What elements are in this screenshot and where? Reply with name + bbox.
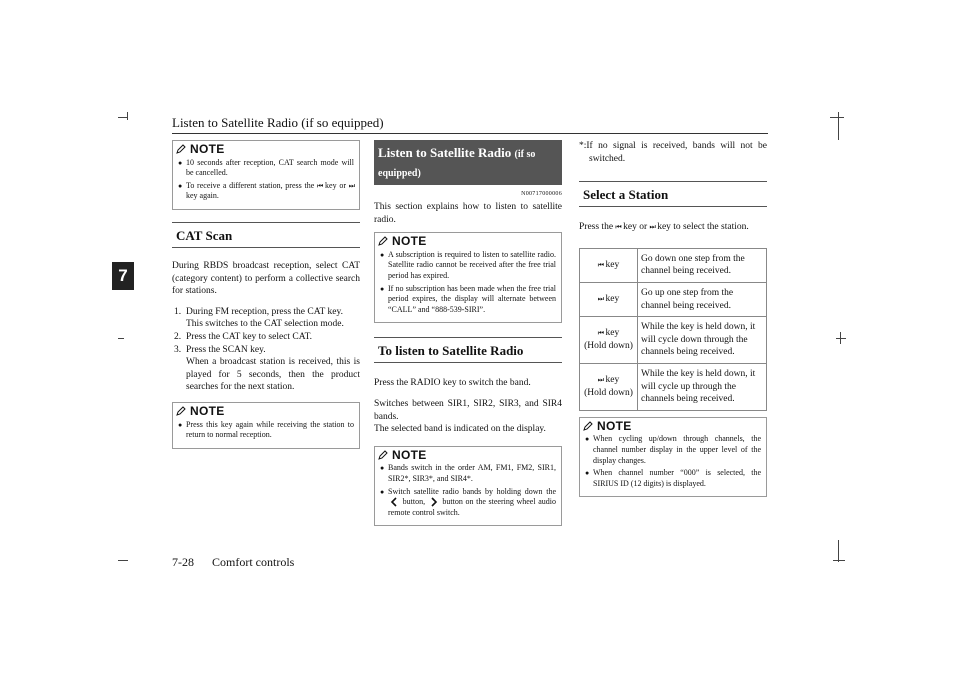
cat-scan-steps — [172, 306, 360, 394]
note-header — [176, 403, 354, 418]
prev-track-icon: ⏮ — [597, 329, 604, 338]
note-box — [374, 446, 562, 527]
page-footer — [172, 555, 294, 570]
crop-mark — [830, 117, 844, 118]
chapter-tab: 7 — [112, 262, 134, 290]
select-station-intro: Press the ⏮ key or ⏭ key to select the station. — [579, 222, 749, 233]
crop-mark — [838, 112, 839, 140]
next-track-icon: ⏭ — [348, 181, 355, 190]
table-row — [580, 363, 767, 410]
section-heading-select-station: Select a Station — [579, 181, 767, 207]
crop-mark — [127, 112, 128, 120]
section-heading-satellite-radio: Listen to Satellite Radio (if so equipped) — [374, 140, 562, 185]
chevron-left-icon — [388, 497, 400, 507]
crop-mark — [833, 560, 845, 561]
note-bullet: ● Press this key again while receiving the station to return to normal reception. — [178, 420, 354, 441]
note-title: NOTE — [392, 234, 427, 249]
column-left — [172, 140, 360, 449]
note-box — [374, 232, 562, 323]
note-title: NOTE — [190, 142, 225, 156]
header-rule — [172, 133, 768, 134]
note-bullet: ● If no subscription has been made when the free trial period expires, the display will alternate between “CALL” and “888-539-SIRI”. — [380, 284, 556, 316]
document-code: N00717000006 — [521, 191, 562, 197]
note-box — [172, 140, 360, 210]
note-bullet: ● To receive a different station, press the ⏮ key or ⏭ key again. — [178, 181, 354, 202]
section-heading-cat-scan: CAT Scan — [172, 222, 360, 248]
step-item: 3. Press the SCAN key. — [174, 344, 266, 355]
desc-cell: While the key is held down, it will cycle down through the channels being received. — [638, 317, 767, 364]
table-row — [580, 248, 767, 282]
prev-track-icon: ⏮ — [615, 223, 621, 232]
table-row — [580, 317, 767, 364]
section-heading-listen: To listen to Satellite Radio — [374, 337, 562, 363]
page-header-title: Listen to Satellite Radio (if so equipped) — [172, 115, 384, 130]
pencil-icon — [583, 421, 593, 431]
next-track-icon: ⏭ — [597, 376, 604, 385]
note-header — [378, 236, 556, 247]
pencil-icon — [378, 450, 388, 460]
key-cell: ⏮ key — [580, 248, 638, 282]
pencil-icon — [176, 406, 186, 416]
crop-mark — [838, 540, 839, 562]
step-item: 2. Press the CAT key to select CAT. — [174, 331, 313, 342]
prev-track-icon: ⏮ — [317, 181, 323, 190]
pencil-icon — [176, 144, 186, 154]
listen-step: Press the RADIO key to switch the band. — [374, 378, 531, 389]
note-title: NOTE — [392, 447, 427, 462]
note-bullet: ● A subscription is required to listen to satellite radio. Satellite radio cannot be received after the free trial period has expired. — [380, 250, 556, 282]
page-number: 7-28 — [172, 555, 194, 569]
note-header — [583, 418, 761, 433]
listen-bands: Switches between SIR1, SIR2, SIR3, and SIR4 bands. — [374, 398, 562, 422]
note-box — [579, 417, 767, 498]
note-title: NOTE — [597, 418, 632, 433]
desc-cell: Go up one step from the channel being received. — [638, 282, 767, 316]
crop-mark — [836, 338, 846, 339]
next-track-icon: ⏭ — [649, 223, 655, 232]
step-detail: This switches to the CAT selection mode. — [186, 319, 344, 330]
note-bullet: ● When channel number “000” is selected, the SIRIUS ID (12 digits) is displayed. — [585, 468, 761, 489]
satellite-intro: This section explains how to listen to satellite radio. — [374, 202, 562, 225]
crop-mark — [840, 332, 841, 344]
pencil-icon — [378, 236, 388, 246]
chevron-right-icon — [428, 497, 440, 507]
note-header — [378, 447, 556, 462]
next-track-icon: ⏭ — [597, 295, 604, 304]
column-right — [579, 140, 767, 497]
listen-display: The selected band is indicated on the display. — [374, 424, 546, 435]
crop-mark — [118, 338, 124, 339]
table-row — [580, 282, 767, 316]
key-function-table — [579, 248, 767, 411]
cat-scan-intro: During RBDS broadcast reception, select CAT (category content) to perform a collective search for stations. — [172, 260, 360, 297]
desc-cell: Go down one step from the channel being received. — [638, 248, 767, 282]
prev-track-icon: ⏮ — [597, 261, 604, 270]
key-cell: ⏭ key — [580, 282, 638, 316]
step-item: 1. During FM reception, press the CAT key. — [174, 306, 343, 317]
note-bullet: ● When cycling up/down through channels, the channel number display in the upper level of the display changes. — [585, 434, 761, 466]
key-cell: ⏮ key (Hold down) — [580, 317, 638, 364]
note-header — [176, 144, 354, 155]
note-bullet: ● Switch satellite radio bands by holding down the button, button on the steering wheel audio remote control switch. — [380, 487, 556, 519]
crop-mark — [118, 560, 128, 561]
note-box — [172, 402, 360, 449]
step-detail: When a broadcast station is received, this is played for 5 seconds, then the product searches for the next station. — [186, 357, 360, 393]
note-bullet: ● Bands switch in the order AM, FM1, FM2, SIR1, SIR2*, SIR3*, and SIR4*. — [380, 463, 556, 484]
note-bullet: ● 10 seconds after reception, CAT search mode will be cancelled. — [178, 158, 354, 179]
column-middle — [374, 140, 562, 526]
footer-section: Comfort controls — [212, 555, 295, 569]
desc-cell: While the key is held down, it will cycle up through the channels being received. — [638, 363, 767, 410]
note-title: NOTE — [190, 403, 225, 418]
key-cell: ⏭ key (Hold down) — [580, 363, 638, 410]
footnote: *:If no signal is received, bands will not be switched. — [579, 141, 767, 164]
